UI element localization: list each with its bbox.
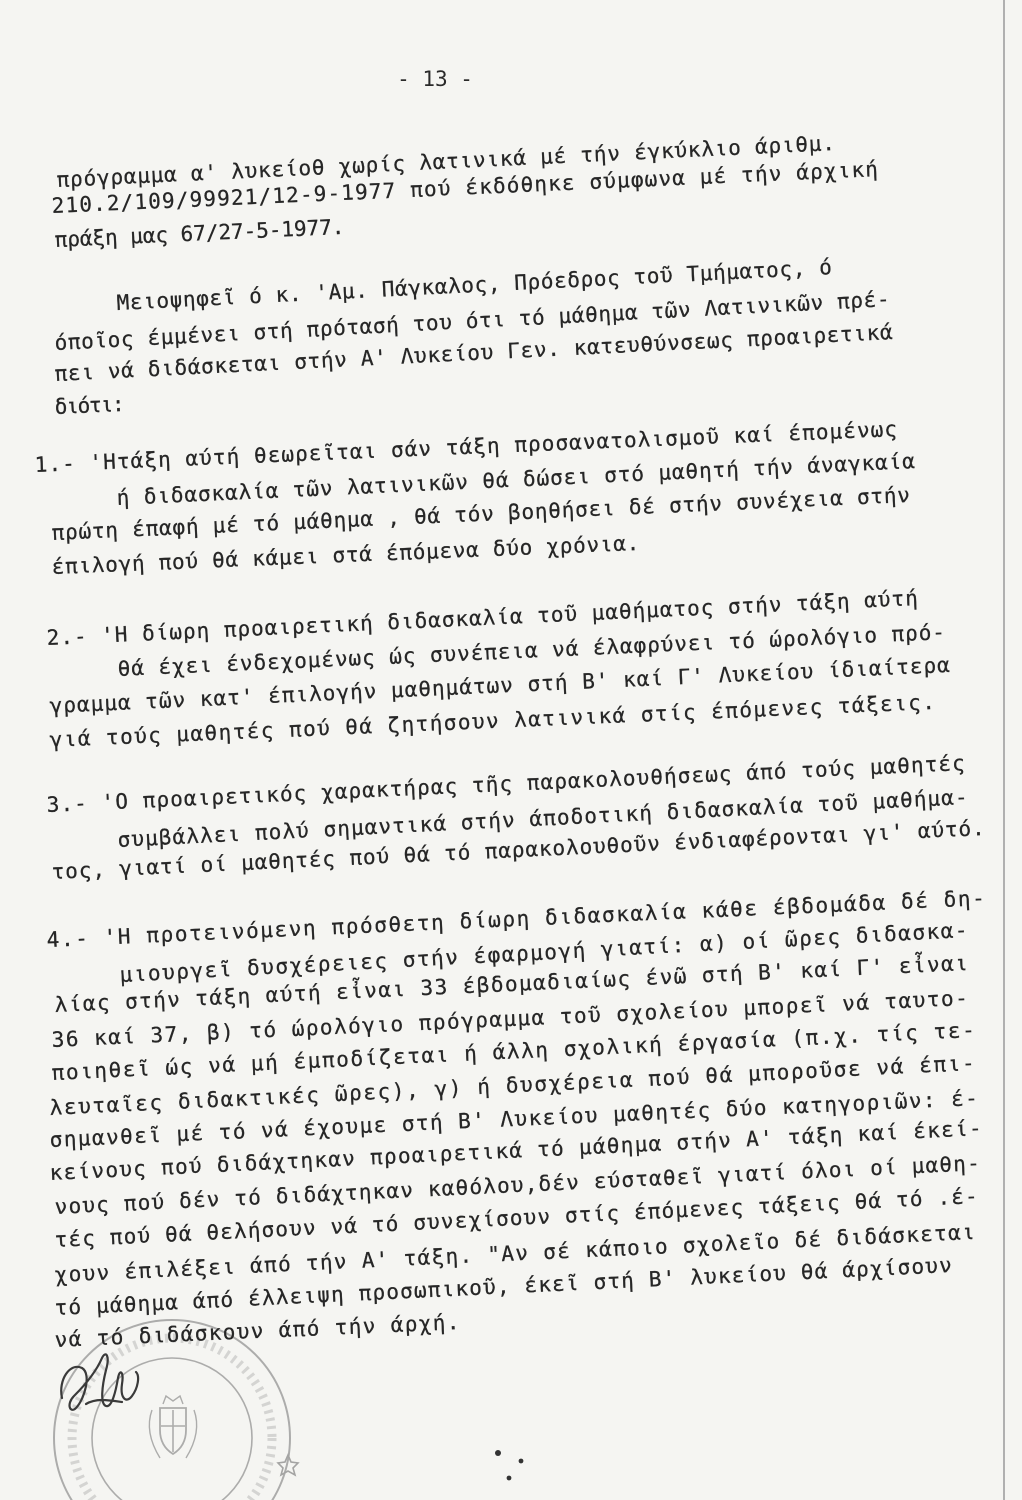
- reason-3-line: τος, γιατί οί μαθητές πού θά τό παρακολουθοῦν ένδιαφέρονται γι' αύτό.: [51, 816, 986, 884]
- dot-mark: [495, 1450, 501, 1456]
- reason-4-line: κείνους πού διδάχτηκαν προαιρετικά τό μάθημα στήν Α' τάξη καί έκεί-: [49, 1116, 983, 1185]
- reason-1-line: ή διδασκαλία τῶν λατινικῶν θά δώσει στό μαθητή τήν άναγκαία: [116, 449, 916, 510]
- reason-3-line: συμβάλλει πολύ σημαντικά στήν άποδοτική διδασκαλία τοῦ μαθήμα-: [117, 784, 969, 852]
- reason-4-line: λευταῖες διδακτικές ῶρες), γ) ή δυσχέρεια πού θά μποροῦσε νά έπι-: [49, 1050, 976, 1120]
- reason-4-line: ποιηθεῖ ώς νά μή έμποδίζεται ή άλλη σχολική έργασία (π.χ. τίς τε-: [51, 1017, 976, 1085]
- reason-4-line: τό μάθημα άπό έλλειψη προσωπικοῦ, έκεῖ στή Β' λυκείου θά άρχίσουν: [54, 1253, 953, 1320]
- reason-2-line: θά έχει ένδεχομένως ώς συνέπεια νά έλαφρύνει τό ώρολόγιο πρό-: [117, 620, 946, 681]
- reason-1-line: πρώτη έπαφή μέ τό μάθημα , θά τόν βοηθήσει δέ στήν συνέχεια στήν: [51, 482, 911, 545]
- dissent-line: διότι:: [54, 391, 126, 419]
- reason-2-line: γραμμα τῶν κατ' έπιλογήν μαθημάτων στή Β' καί Γ' Λυκείου ίδιαίτερα: [49, 652, 951, 718]
- reason-4-line: νά τό διδάσκουν άπό τήν άρχή.: [54, 1310, 460, 1352]
- reason-4-line: νους πού δέν τό διδάχτηκαν καθόλου,δέν εύσταθεῖ γιατί όλοι οί μαθη-: [54, 1151, 981, 1219]
- reason-4-line: μιουργεῖ δυσχέρειες στήν έφαρμογή γιατί: α) οί ῶρες διδασκα-: [118, 918, 969, 987]
- opening-line: πρόγραμμα α' λυκείοθ χωρίς λατινικά μέ τήν έγκύκλιο άριθμ.: [56, 131, 836, 192]
- dot-mark: [519, 1459, 524, 1464]
- dissent-line: Μειοψηφεῖ ό κ. 'Αμ. Πάγκαλος, Πρόεδρος τοῦ Τμήματος, ό: [116, 255, 833, 315]
- reason-3-line: 3.- 'Ο προαιρετικός χαρακτήρας τῆς παρακολουθήσεως άπό τούς μαθητές: [46, 751, 966, 817]
- opening-line: 210.2/109/99921/12-9-1977 πού έκδόθηκε σύμφωνα μέ τήν άρχική: [51, 157, 879, 218]
- reason-2-line: 2.- 'Η δίωρη προαιρετική διδασκαλία τοῦ μαθήματος στήν τάξη αύτή: [46, 586, 919, 650]
- reason-1-line: 1.- 'Ητάξη αύτή θεωρεῖται σάν τάξη προσανατολισμοῦ καί έπομένως: [34, 417, 898, 477]
- reason-1-line: έπιλογή πού θά κάμει στά έπόμενα δύο χρόνια.: [51, 531, 640, 579]
- page-number: - 13 -: [397, 67, 473, 91]
- dissent-line: πει νά διδάσκεται στήν Α' Λυκείου Γεν. κατευθύνσεως προαιρετικά: [54, 320, 894, 386]
- reason-2-line: γιά τούς μαθητές πού θά ζητήσουν λατινικά στίς έπόμενες τάξεις.: [49, 689, 936, 752]
- reason-4-line: σημανθεῖ μέ τό νά έχουμε στή Β' Λυκείου μαθητές δύο κατηγοριῶν: έ-: [49, 1086, 979, 1152]
- reason-4-line: χουν έπιλέξει άπό τήν Α' τάξη. "Αν σέ κάποιο σχολεῖο δέ διδάσκεται: [54, 1219, 976, 1287]
- reason-4-line: 36 καί 37, β) τό ώρολόγιο πρόγραμμα τοῦ σχολείου μπορεῖ νά ταυτο-: [51, 985, 969, 1052]
- reason-4-line: τές πού θά θελήσουν νά τό συνεχίσουν στίς έπόμενες τάξεις θά τό .έ-: [54, 1184, 979, 1252]
- reason-4-line: λίας στήν τάξη αύτή εἶναι 33 έβδομαδιαίως ένῶ στή Β' καί Γ' εἶναι: [54, 951, 969, 1017]
- reason-4-line: 4.- 'Η προτεινόμενη πρόσθετη δίωρη διδασκαλία κάθε έβδομάδα δέ δη-: [46, 886, 986, 952]
- dot-mark: [507, 1476, 512, 1481]
- dissent-line: όποῖος έμμένει στή πρότασή του ότι τό μάθημα τῶν Λατινικῶν πρέ-: [53, 286, 891, 355]
- opening-line: πράξη μας 67/27-5-1977.: [54, 214, 345, 252]
